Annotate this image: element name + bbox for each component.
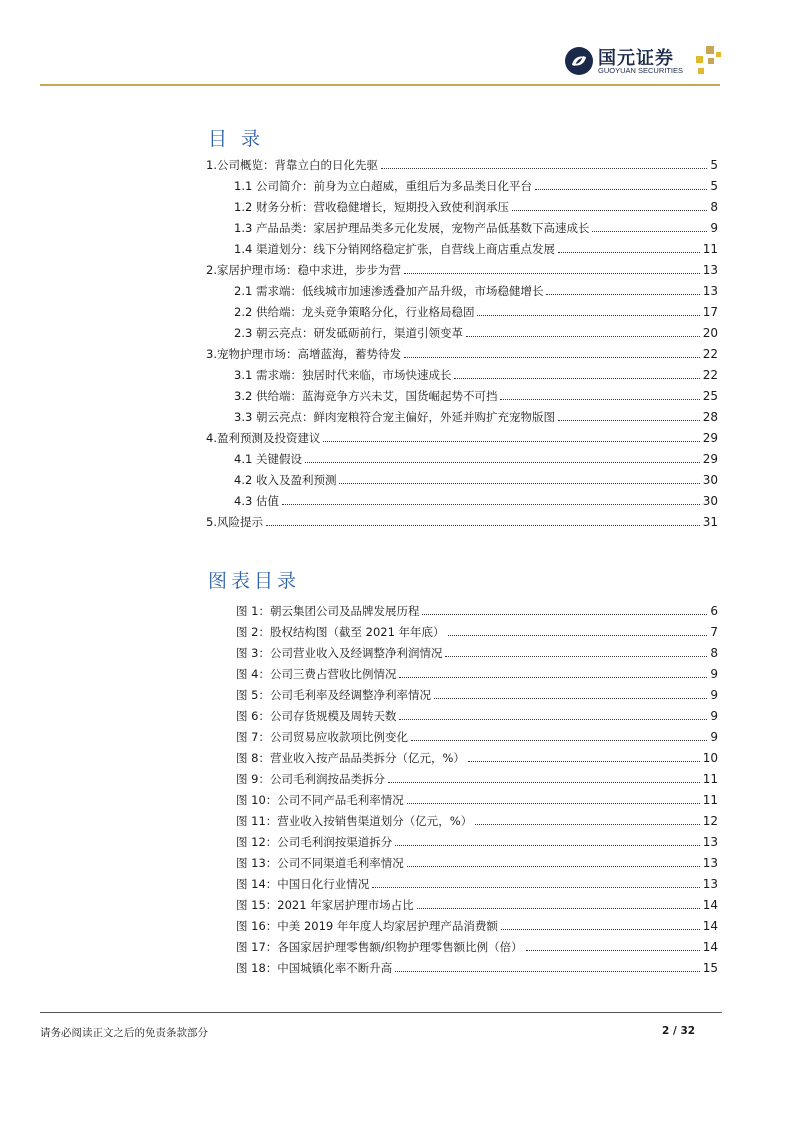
company-logo [564, 44, 724, 78]
toc-entry[interactable]: 2.1 需求端：低线城市加速渗透叠加产品升级，市场稳健增长 13 [234, 284, 718, 298]
toc-entry[interactable]: 2.2 供给端：龙头竞争策略分化，行业格局稳固 17 [234, 305, 718, 319]
figure-entry[interactable]: 图 17：各国家居护理零售额/织物护理零售额比例（倍） 14 [236, 940, 718, 954]
figure-entry[interactable]: 图 5：公司毛利率及经调整净利率情况 9 [236, 688, 718, 702]
figure-entry[interactable]: 图 7：公司贸易应收款项比例变化 9 [236, 730, 718, 744]
figure-entry[interactable]: 图 13：公司不同渠道毛利率情况 13 [236, 856, 718, 870]
footer-divider [40, 1012, 722, 1013]
toc-entry[interactable]: 4.3 估值 30 [234, 494, 718, 508]
figure-entry[interactable]: 图 14：中国日化行业情况 13 [236, 877, 718, 891]
figures-title: 图表目录 [208, 570, 301, 592]
figure-entry[interactable]: 图 10：公司不同产品毛利率情况 11 [236, 793, 718, 807]
toc-entry[interactable]: 2.家居护理市场：稳中求进，步步为营 13 [206, 263, 718, 277]
header-divider [40, 84, 720, 86]
toc-entry[interactable]: 3.1 需求端：独居时代来临，市场快速成长 22 [234, 368, 718, 382]
toc-entry[interactable]: 4.2 收入及盈利预测 30 [234, 473, 718, 487]
logo-english-name: GUOYUAN SECURITIES [598, 66, 684, 75]
logo-decoration-icon [692, 44, 724, 78]
toc-entry[interactable]: 1.4 渠道划分：线下分销网络稳定扩张，自营线上商店重点发展 11 [234, 242, 718, 256]
toc-entry[interactable]: 2.3 朝云亮点：研发砥砺前行，渠道引领变革 20 [234, 326, 718, 340]
figure-entry[interactable]: 图 12：公司毛利润按渠道拆分 13 [236, 835, 718, 849]
figure-entry[interactable]: 图 9：公司毛利润按品类拆分 11 [236, 772, 718, 786]
figure-entry[interactable]: 图 1：朝云集团公司及品牌发展历程 6 [236, 604, 718, 618]
toc-entry[interactable]: 3.2 供给端：蓝海竞争方兴未艾，国货崛起势不可挡 25 [234, 389, 718, 403]
figure-entry[interactable]: 图 16：中美 2019 年年度人均家居护理产品消费额 14 [236, 919, 718, 933]
toc-entry[interactable]: 1.1 公司简介：前身为立白超威，重组后为多品类日化平台 5 [234, 179, 718, 193]
logo-emblem-icon [564, 46, 594, 76]
figure-entry[interactable]: 图 6：公司存货规模及周转天数 9 [236, 709, 718, 723]
toc-entry[interactable]: 1.3 产品品类：家居护理品类多元化发展，宠物产品低基数下高速成长 9 [234, 221, 718, 235]
toc-entry[interactable]: 4.盈利预测及投资建议 29 [206, 431, 718, 445]
figure-entry[interactable]: 图 11：营业收入按销售渠道划分（亿元，%） 12 [236, 814, 718, 828]
figure-entry[interactable]: 图 18：中国城镇化率不断升高 15 [236, 961, 718, 975]
toc-entry[interactable]: 1.2 财务分析：营收稳健增长，短期投入致使利润承压 8 [234, 200, 718, 214]
figure-entry[interactable]: 图 3：公司营业收入及经调整净利润情况 8 [236, 646, 718, 660]
toc-entry[interactable]: 5.风险提示 31 [206, 515, 718, 529]
logo-chinese-name: 国元证券 [598, 48, 674, 69]
figure-entry[interactable]: 图 2：股权结构图（截至 2021 年年底） 7 [236, 625, 718, 639]
page-number: 2 / 32 [662, 1025, 696, 1037]
toc-entry[interactable]: 4.1 关键假设 29 [234, 452, 718, 466]
figure-entry[interactable]: 图 8：营业收入按产品品类拆分（亿元，%） 10 [236, 751, 718, 765]
toc-entry[interactable]: 1.公司概览：背靠立白的日化先驱 5 [206, 158, 718, 172]
footer-disclaimer: 请务必阅读正文之后的免责条款部分 [40, 1027, 208, 1039]
toc-entry[interactable]: 3.3 朝云亮点：鲜肉宠粮符合宠主偏好，外延并购扩充宠物版图 28 [234, 410, 718, 424]
toc-entry[interactable]: 3.宠物护理市场：高增蓝海，蓄势待发 22 [206, 347, 718, 361]
toc-title: 目 录 [208, 128, 265, 150]
figure-entry[interactable]: 图 4：公司三费占营收比例情况 9 [236, 667, 718, 681]
figure-entry[interactable]: 图 15：2021 年家居护理市场占比 14 [236, 898, 718, 912]
